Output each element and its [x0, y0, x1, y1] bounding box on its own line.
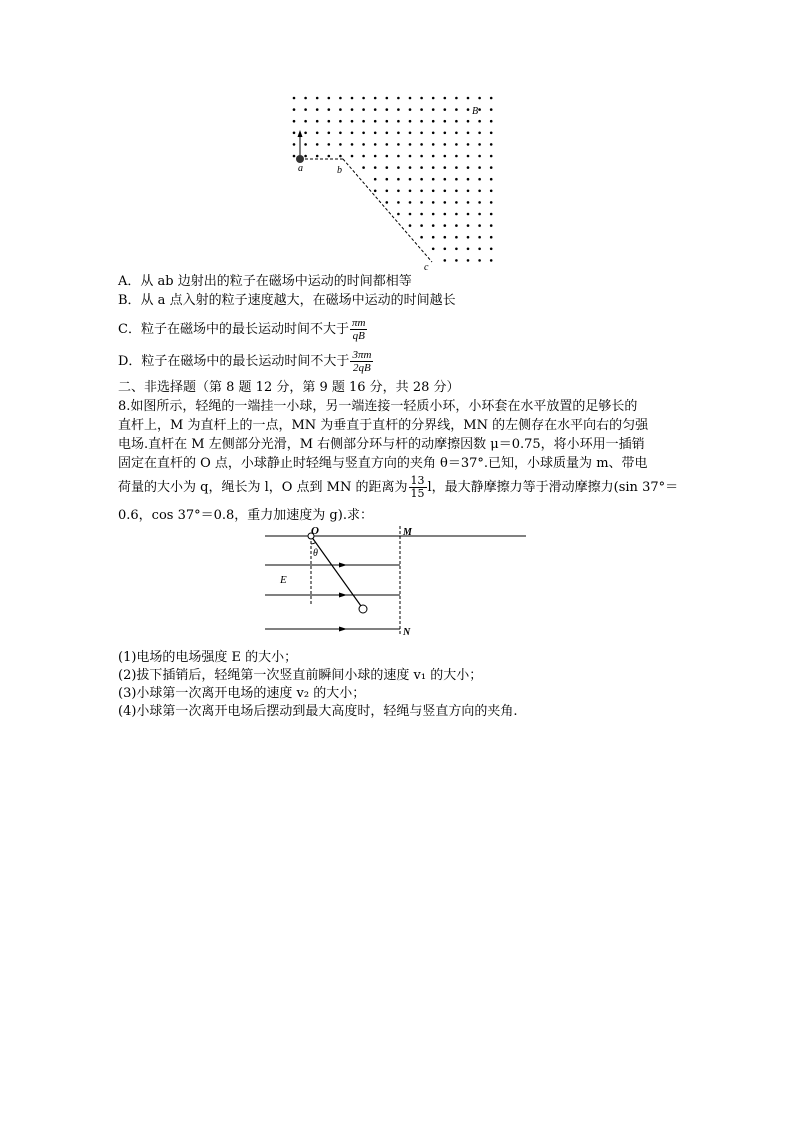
section-heading: 二、非选择题（第 8 题 12 分，第 9 题 16 分，共 28 分）: [118, 380, 460, 395]
magnetic-field-figure: [280, 90, 510, 275]
label-E: E: [280, 574, 287, 586]
problem-line-3: 电场.直杆在 M 左侧部分光滑，M 右侧部分环与杆的动摩擦因数 μ＝0.75，将小环用一插销: [118, 437, 645, 452]
label-M: M: [403, 527, 412, 538]
distance-fraction: $\frac{13}{15}$: [410, 474, 425, 500]
question-1: (1)电场的电场强度 E 的大小；: [118, 650, 298, 665]
electric-field-figure: [262, 522, 532, 642]
field-arrow-3: [339, 627, 347, 632]
option-c-text: C．粒子在磁场中的最长运动时间不大于: [118, 322, 349, 337]
angle-arc: [311, 543, 316, 545]
problem-line-1: 8.如图所示，轻绳的一端挂一小球，另一端连接一轻质小环，小环套在水平放置的足够长的: [118, 399, 638, 414]
problem-line-6: 0.6，cos 37°＝0.8，重力加速度为 g).求：: [118, 508, 373, 523]
velocity-arrowhead: [298, 130, 303, 137]
particle: [296, 155, 304, 163]
label-a: a: [298, 163, 303, 174]
option-c: [118, 313, 368, 347]
option-a: A．从 ab 边射出的粒子在磁场中运动的时间都相等: [118, 274, 412, 289]
problem-line-4: 固定在直杆的 O 点，小球静止时轻绳与竖直方向的夹角 θ＝37°.已知，小球质量为 m、带电: [118, 456, 648, 471]
field-arrow-1: [339, 563, 347, 568]
question-3: (3)小球第一次离开电场的速度 v₂ 的大小；: [118, 686, 366, 701]
option-d: [118, 345, 374, 379]
label-N: N: [403, 627, 411, 638]
field-arrow-2: [339, 593, 347, 598]
label-b: b: [337, 165, 342, 176]
field-dots: [293, 97, 493, 262]
problem-line-2: 直杆上，M 为直杆上的一点，MN 为垂直于直杆的分界线，MN 的左侧存在水平向右的匀强: [118, 418, 649, 433]
label-O: O: [311, 525, 319, 537]
question-4: (4)小球第一次离开电场后摆动到最大高度时，轻绳与竖直方向的夹角.: [118, 704, 518, 719]
label-theta: θ: [313, 548, 318, 559]
option-d-text: D．粒子在磁场中的最长运动时间不大于: [118, 354, 350, 369]
problem-line-5: 荷量的大小为 q，绳长为 l，O 点到 MN 的距离为 $\frac{13}{15}$ l，最大静摩擦力等于滑动摩擦力(sin 37°＝: [118, 474, 679, 500]
option-d-fraction: $\frac{3\pi m}{2qB}$: [352, 349, 372, 374]
boundary-bc: [343, 159, 432, 262]
ball: [359, 605, 367, 613]
question-2: (2)拔下插销后，轻绳第一次竖直前瞬间小球的速度 v₁ 的大小；: [118, 668, 483, 683]
option-c-fraction: $\frac{\pi m}{qB}$: [351, 317, 366, 342]
label-c: c: [424, 262, 429, 273]
label-B: B: [472, 106, 479, 117]
option-b: B．从 a 点入射的粒子速度越大，在磁场中运动的时间越长: [118, 293, 456, 308]
